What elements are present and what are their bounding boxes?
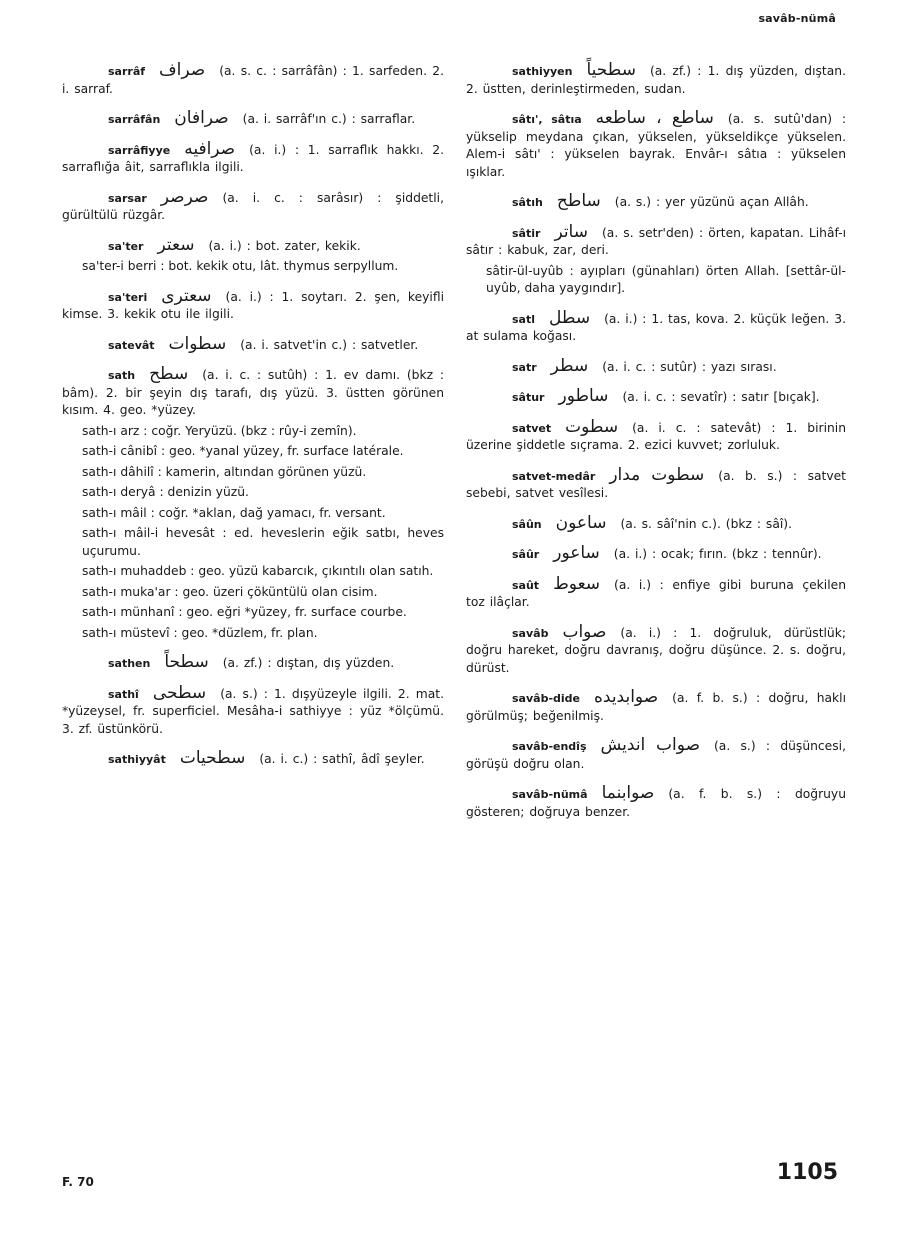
- headword: satl: [512, 312, 535, 326]
- dictionary-entry: [466, 512, 846, 534]
- dictionary-entry: [62, 682, 444, 739]
- sub-entry: sa'ter-i berri : bot. kekik otu, lât. thymus serpyllum.: [82, 259, 399, 273]
- dictionary-entry: [62, 654, 444, 673]
- headword: satvet-medâr: [512, 469, 596, 483]
- arabic-script-form: ساطح: [556, 191, 601, 211]
- headword: savâb: [512, 626, 549, 640]
- arabic-script-form: سعتری: [161, 285, 212, 306]
- headword: sath: [108, 369, 136, 382]
- left-column: [62, 62, 444, 781]
- dictionary-entry: [466, 62, 846, 98]
- definition: (a. i. sarrâf'ın c.) : sarraflar.: [242, 112, 416, 126]
- definition: (a. i. c. : sutûh) : 1. ev damı. (bkz : bâm). 2. bir şeyin dış tarafı, dış yüzü. 3. üstten görünen kısım. 4. geo. *yüzey.: [62, 368, 444, 417]
- arabic-script-form: صواب: [562, 621, 607, 642]
- arabic-script-form: سطوات: [168, 333, 227, 354]
- arabic-script-form: صواب اندیش: [600, 735, 700, 755]
- definition: (a. i. c.) : sathî, âdî şeyler.: [259, 752, 425, 766]
- dictionary-entry: [466, 110, 846, 181]
- sub-entry: sath-ı dâhilî : kamerin, altından görünen yüzü.: [82, 464, 367, 479]
- dictionary-entry: [466, 785, 846, 821]
- headword: sarrâfân: [108, 113, 161, 126]
- sub-entry: sath-ı deryâ : denizin yüzü.: [82, 485, 249, 499]
- arabic-script-form: ساتر: [554, 221, 588, 242]
- headword: savâb-dide: [512, 692, 580, 705]
- arabic-script-form: سطوت مدار: [609, 464, 705, 485]
- definition: (a. zf.) : dıştan, dış yüzden.: [222, 656, 395, 670]
- arabic-script-form: سطر: [550, 355, 589, 376]
- arabic-script-form: سطحاً: [164, 652, 209, 672]
- arabic-script-form: سطحی: [152, 682, 207, 703]
- headword: sathiyyen: [512, 65, 573, 78]
- headword: savâb-endîş: [512, 740, 587, 753]
- dictionary-entry: [62, 110, 444, 129]
- arabic-script-form: سعتر: [157, 234, 195, 255]
- headword: saût: [512, 578, 540, 592]
- sub-entry: sath-i cânibî : geo. *yanal yüzey, fr. surface latérale.: [82, 444, 404, 458]
- arabic-script-form: صرافیه: [184, 138, 236, 159]
- sub-entry: sath-ı münhanî : geo. eğri *yüzey, fr. surface courbe.: [82, 605, 407, 619]
- headword: satevât: [108, 338, 155, 352]
- headword: sâtıh: [512, 196, 543, 209]
- headword: satr: [512, 360, 537, 374]
- headword: sâtı', sâtıa: [512, 113, 582, 126]
- dictionary-entry: [62, 138, 444, 177]
- dictionary-entry: [466, 416, 846, 455]
- signature-mark: F. 70: [62, 1175, 94, 1189]
- dictionary-entry: [466, 388, 846, 407]
- arabic-script-form: سعوط: [553, 573, 601, 594]
- definition: (a. b. s.) : satvet sebebi, satvet vesîlesi.: [466, 468, 846, 500]
- page-number: 1105: [776, 1160, 838, 1185]
- sub-entry: sath-ı mâil : coğr. *aklan, dağ yamacı, fr. versant.: [82, 505, 386, 520]
- headword: sâûn: [512, 517, 542, 531]
- definition: (a. f. b. s.) : doğruyu gösteren; doğruya benzer.: [466, 787, 846, 819]
- definition: (a. s. c. : sarrâfân) : 1. sarfeden. 2. i. sarraf.: [62, 64, 444, 96]
- definition: (a. zf.) : 1. dış yüzden, dıştan. 2. üstten, derinleştirmeden, sudan.: [466, 64, 846, 96]
- arabic-script-form: صوابدیده: [593, 687, 659, 707]
- arabic-script-form: ساعون: [555, 512, 607, 533]
- headword: sarsar: [108, 191, 147, 205]
- definition: (a. i. c. : sevatîr) : satır [bıçak].: [622, 390, 820, 404]
- headword: sâtir: [512, 226, 541, 240]
- arabic-script-form: سطحیات: [179, 748, 246, 768]
- headword: sarrâf: [108, 65, 146, 78]
- definition: (a. i.) : enfiye gibi buruna çekilen toz ilâçlar.: [466, 577, 846, 609]
- dictionary-entry: [62, 186, 444, 225]
- headword: sathen: [108, 657, 151, 670]
- definition: (a. i.) : 1. sarraflık hakkı. 2. sarraflığa âit, sarraflıkla ilgili.: [62, 142, 444, 174]
- arabic-script-form: ساطع ، ساطعه: [595, 108, 714, 128]
- dictionary-entry: [466, 221, 846, 298]
- definition: (a. s. setr'den) : örten, kapatan. Lihâf-ı sâtır : kabuk, zar, deri.: [466, 225, 846, 257]
- definition: (a. s. sâî'nin c.). (bkz : sâî).: [620, 516, 793, 531]
- headword: savâb-nümâ: [512, 788, 588, 801]
- dictionary-entry: [466, 573, 846, 612]
- arabic-script-form: سطل: [549, 307, 591, 328]
- arabic-script-form: سطوت: [565, 416, 619, 437]
- sub-entry: sath-ı muhaddeb : geo. yüzü kabarcık, çıkıntılı olan satıh.: [82, 564, 434, 578]
- definition: (a. f. b. s.) : doğru, haklı görülmüş; beğenilmiş.: [466, 691, 846, 723]
- headword: sathiyyât: [108, 753, 166, 766]
- headword: sarrâfiyye: [108, 143, 171, 157]
- sub-entry: sath-ı müstevî : geo. *düzlem, fr. plan.: [82, 625, 318, 640]
- dictionary-entry: [62, 285, 444, 324]
- arabic-script-form: سطح: [149, 364, 189, 384]
- headword: satvet: [512, 421, 552, 435]
- arabic-script-form: صوابنما: [601, 783, 655, 803]
- sub-entry: sâtir-ül-uyûb : ayıpları (günahları) örten Allah. [settâr-ül-uyûb, daha yaygındır].: [486, 263, 846, 295]
- definition: (a. i.) : 1. doğruluk, dürüstlük; doğru hareket, doğru davranış, doğru düşünce. 2. s. doğru, dürüst.: [466, 625, 846, 675]
- dictionary-entry: [466, 737, 846, 773]
- dictionary-entry: [466, 545, 846, 564]
- definition: (a. s.) : 1. dışyüzeyle ilgili. 2. mat. *yüzeysel, fr. superficiel. Mesâha-i sathiyye : yüz *ölçümü. 3. zf. üstünkörü.: [62, 686, 444, 736]
- arabic-script-form: ساطور: [558, 386, 609, 406]
- arabic-script-form: سطحیاً: [586, 60, 636, 80]
- running-head: savâb-nümâ: [758, 12, 836, 25]
- headword: sa'ter: [108, 239, 144, 253]
- sub-entry: sath-ı arz : coğr. Yeryüzü. (bkz : rûy-i zemîn).: [82, 423, 357, 438]
- definition: (a. s.) : yer yüzünü açan Allâh.: [614, 195, 809, 209]
- sub-entry: sath-ı mâil-i hevesât : ed. heveslerin eğik satbı, heves uçurumu.: [82, 526, 444, 558]
- definition: (a. i.) : ocak; fırın. (bkz : tennûr).: [613, 547, 822, 561]
- definition: (a. i. satvet'in c.) : satvetler.: [240, 337, 419, 352]
- arabic-script-form: صرافان: [174, 108, 229, 128]
- definition: (a. s.) : düşüncesi, görüşü doğru olan.: [466, 739, 846, 771]
- dictionary-entry: [466, 621, 846, 678]
- dictionary-entry: [466, 193, 846, 212]
- dictionary-entry: [466, 689, 846, 725]
- definition: (a. i.) : 1. tas, kova. 2. küçük leğen. 3. at sulama koğası.: [466, 311, 846, 343]
- dictionary-entry: [62, 366, 444, 642]
- dictionary-entry: [62, 333, 444, 355]
- headword: sâtur: [512, 391, 545, 404]
- definition: (a. i. c. : sutûr) : yazı sırası.: [602, 359, 777, 374]
- definition: (a. i.) : bot. zater, kekik.: [208, 238, 361, 253]
- arabic-script-form: صرصر: [160, 186, 209, 207]
- arabic-script-form: صراف: [159, 60, 206, 80]
- right-column: [466, 62, 846, 833]
- headword: sathî: [108, 687, 139, 701]
- definition: (a. s. sutû'dan) : yükselip meydana çıkan, yükselen, yükseldikçe yükselen. Alem-i sâtı' : yükselen bayrak. Envâr-ı sâtıa : yükselen ışıklar.: [466, 112, 846, 179]
- dictionary-entry: [466, 307, 846, 346]
- dictionary-entry: [62, 62, 444, 98]
- definition: (a. i.) : 1. soytarı. 2. şen, keyifli kimse. 3. kekik otu ile ilgili.: [62, 289, 444, 321]
- dictionary-entry: [466, 355, 846, 377]
- sub-entry: sath-ı muka'ar : geo. üzeri çöküntülü olan cisim.: [82, 584, 378, 599]
- headword: sa'teri: [108, 290, 148, 304]
- dictionary-entry: [62, 234, 444, 276]
- definition: (a. i. c. : sarâsır) : şiddetli, gürültülü rüzgâr.: [62, 190, 444, 222]
- dictionary-entry: [466, 464, 846, 503]
- definition: (a. i. c. : satevât) : 1. birinin üzerine şiddetle sıçrama. 2. ezici kuvvet; zorluluk.: [466, 420, 846, 452]
- dictionary-entry: [62, 750, 444, 769]
- headword: sâûr: [512, 548, 540, 561]
- arabic-script-form: ساعور: [553, 543, 600, 563]
